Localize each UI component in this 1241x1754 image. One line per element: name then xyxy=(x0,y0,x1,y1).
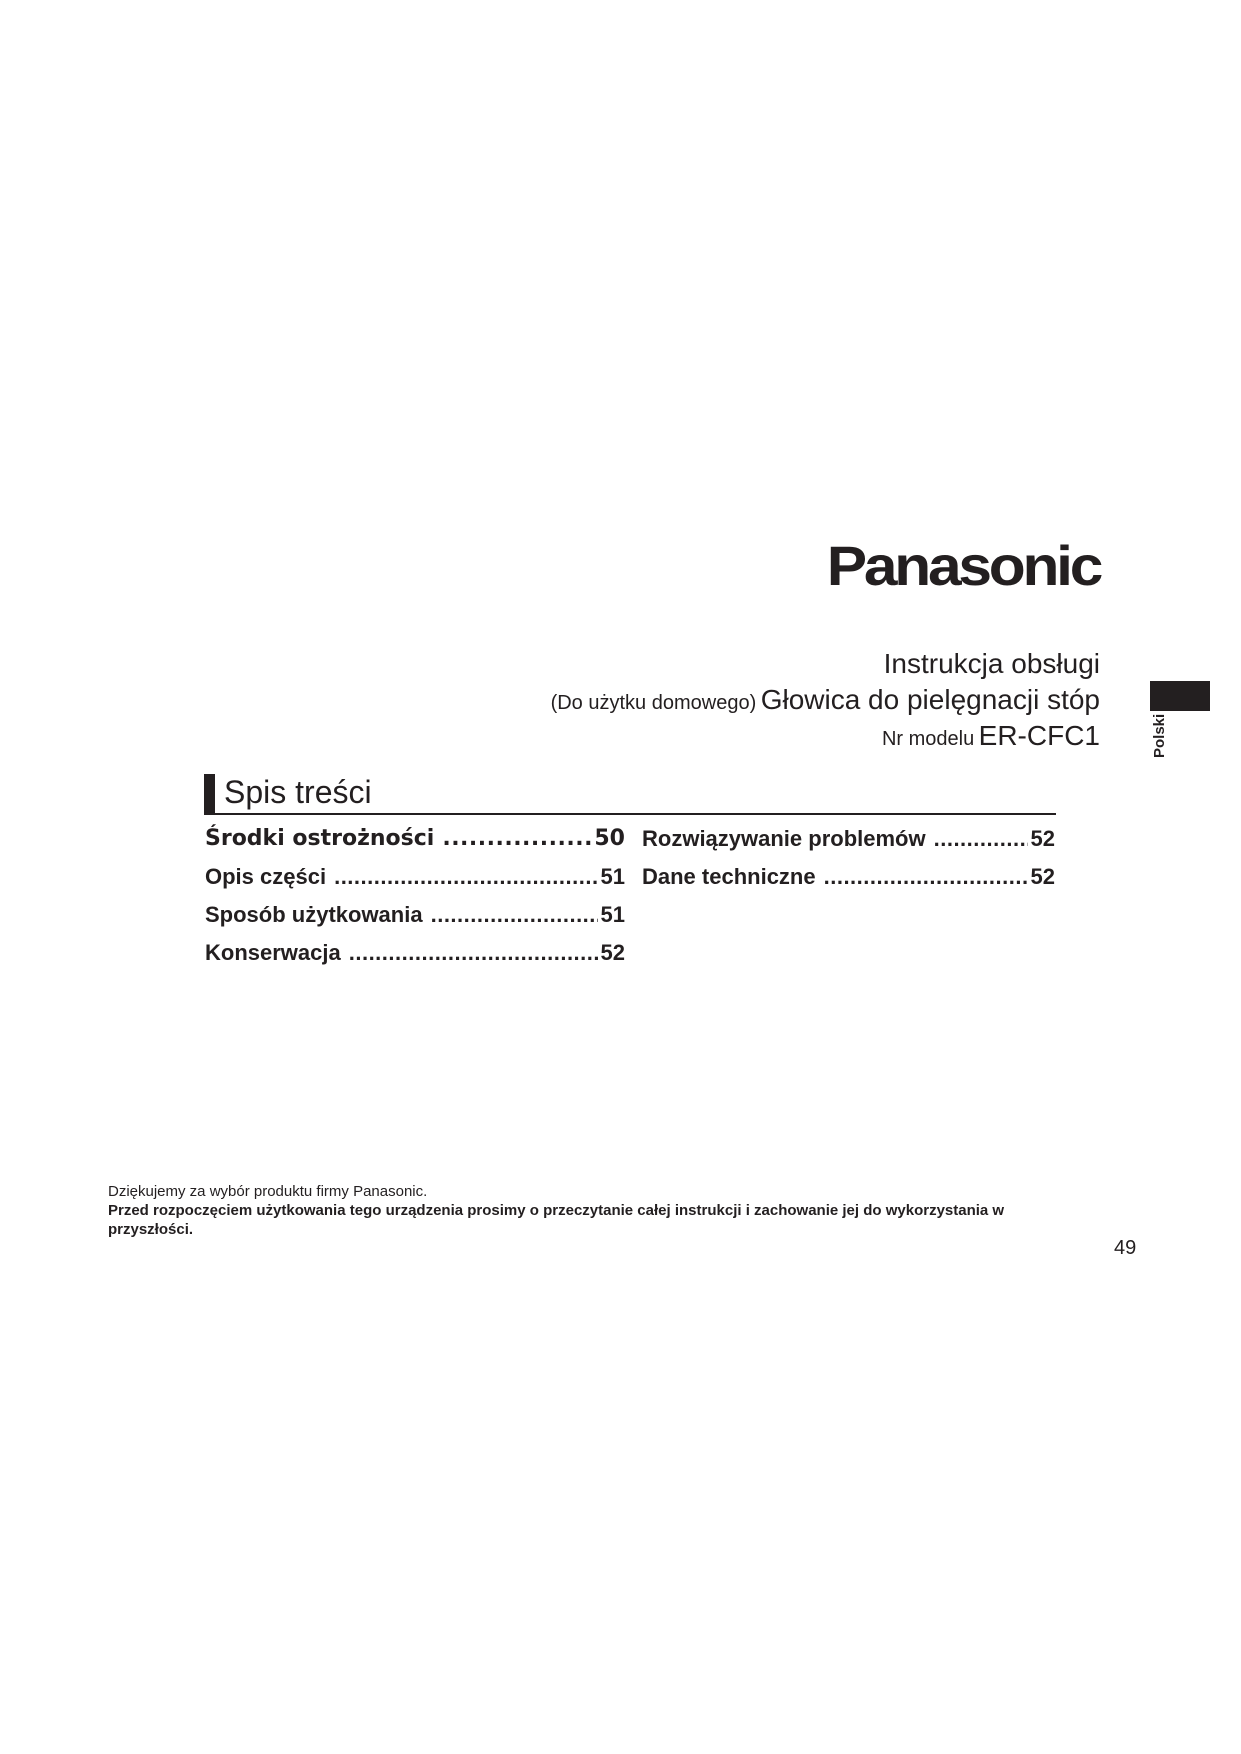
toc-entry-label: Środki ostrożności xyxy=(205,826,435,851)
usage-notice: Przed rozpoczęciem użytkowania tego urządzenia prosimy o przeczytanie całej instrukcji i zachowanie jej do wykorzystania w przyszłości. xyxy=(108,1202,1005,1238)
toc-column-left xyxy=(205,826,625,978)
toc-leader-dots xyxy=(431,902,598,928)
toc-header xyxy=(204,774,1056,815)
toc-entry[interactable] xyxy=(642,864,1055,902)
model-number: ER-CFC1 xyxy=(978,720,1100,751)
product-usage-note: (Do użytku domowego) xyxy=(550,692,757,714)
toc-entry-label: Sposób użytkowania xyxy=(205,902,423,927)
toc-entry[interactable] xyxy=(205,864,625,902)
language-tab-label: Polski xyxy=(1151,713,1168,758)
toc-leader-dots xyxy=(824,864,1028,890)
language-tab-marker xyxy=(1150,681,1210,711)
toc-entry[interactable] xyxy=(642,826,1055,864)
toc-entry-page: 52 xyxy=(600,940,625,965)
toc-leader-dots xyxy=(349,940,598,966)
panasonic-logo: Panasonic xyxy=(826,534,1100,597)
toc-column-right xyxy=(642,826,1055,902)
toc-entry-label: Rozwiązywanie problemów xyxy=(642,826,926,851)
toc-entry-label: Konserwacja xyxy=(205,940,341,965)
thanks-text: Dziękujemy za wybór produktu firmy Panasonic. xyxy=(108,1183,428,1200)
product-name: Głowica do pielęgnacji stóp xyxy=(760,684,1100,715)
toc-entry[interactable] xyxy=(205,902,625,940)
page-number: 49 xyxy=(1114,1237,1137,1259)
toc-entry-page: 51 xyxy=(600,902,625,927)
toc-entry[interactable] xyxy=(205,940,625,978)
model-line xyxy=(882,722,1100,750)
toc-entry-label: Opis części xyxy=(205,864,327,889)
toc-entry[interactable] xyxy=(205,826,625,864)
model-label: Nr modelu xyxy=(881,728,975,750)
toc-leader-dots xyxy=(334,864,597,890)
toc-leader-dots xyxy=(442,826,591,851)
toc-entry-page: 52 xyxy=(1030,864,1055,889)
document-type: Instrukcja obsługi xyxy=(883,648,1100,679)
toc-entry-page: 50 xyxy=(594,826,625,851)
toc-entry-page: 51 xyxy=(600,864,625,889)
product-line xyxy=(551,686,1100,714)
toc-title: Spis treści xyxy=(224,774,372,810)
toc-leader-dots xyxy=(934,826,1028,852)
toc-entry-page: 52 xyxy=(1030,826,1055,851)
toc-entry-label: Dane techniczne xyxy=(642,864,816,889)
toc-header-bar xyxy=(204,774,215,813)
